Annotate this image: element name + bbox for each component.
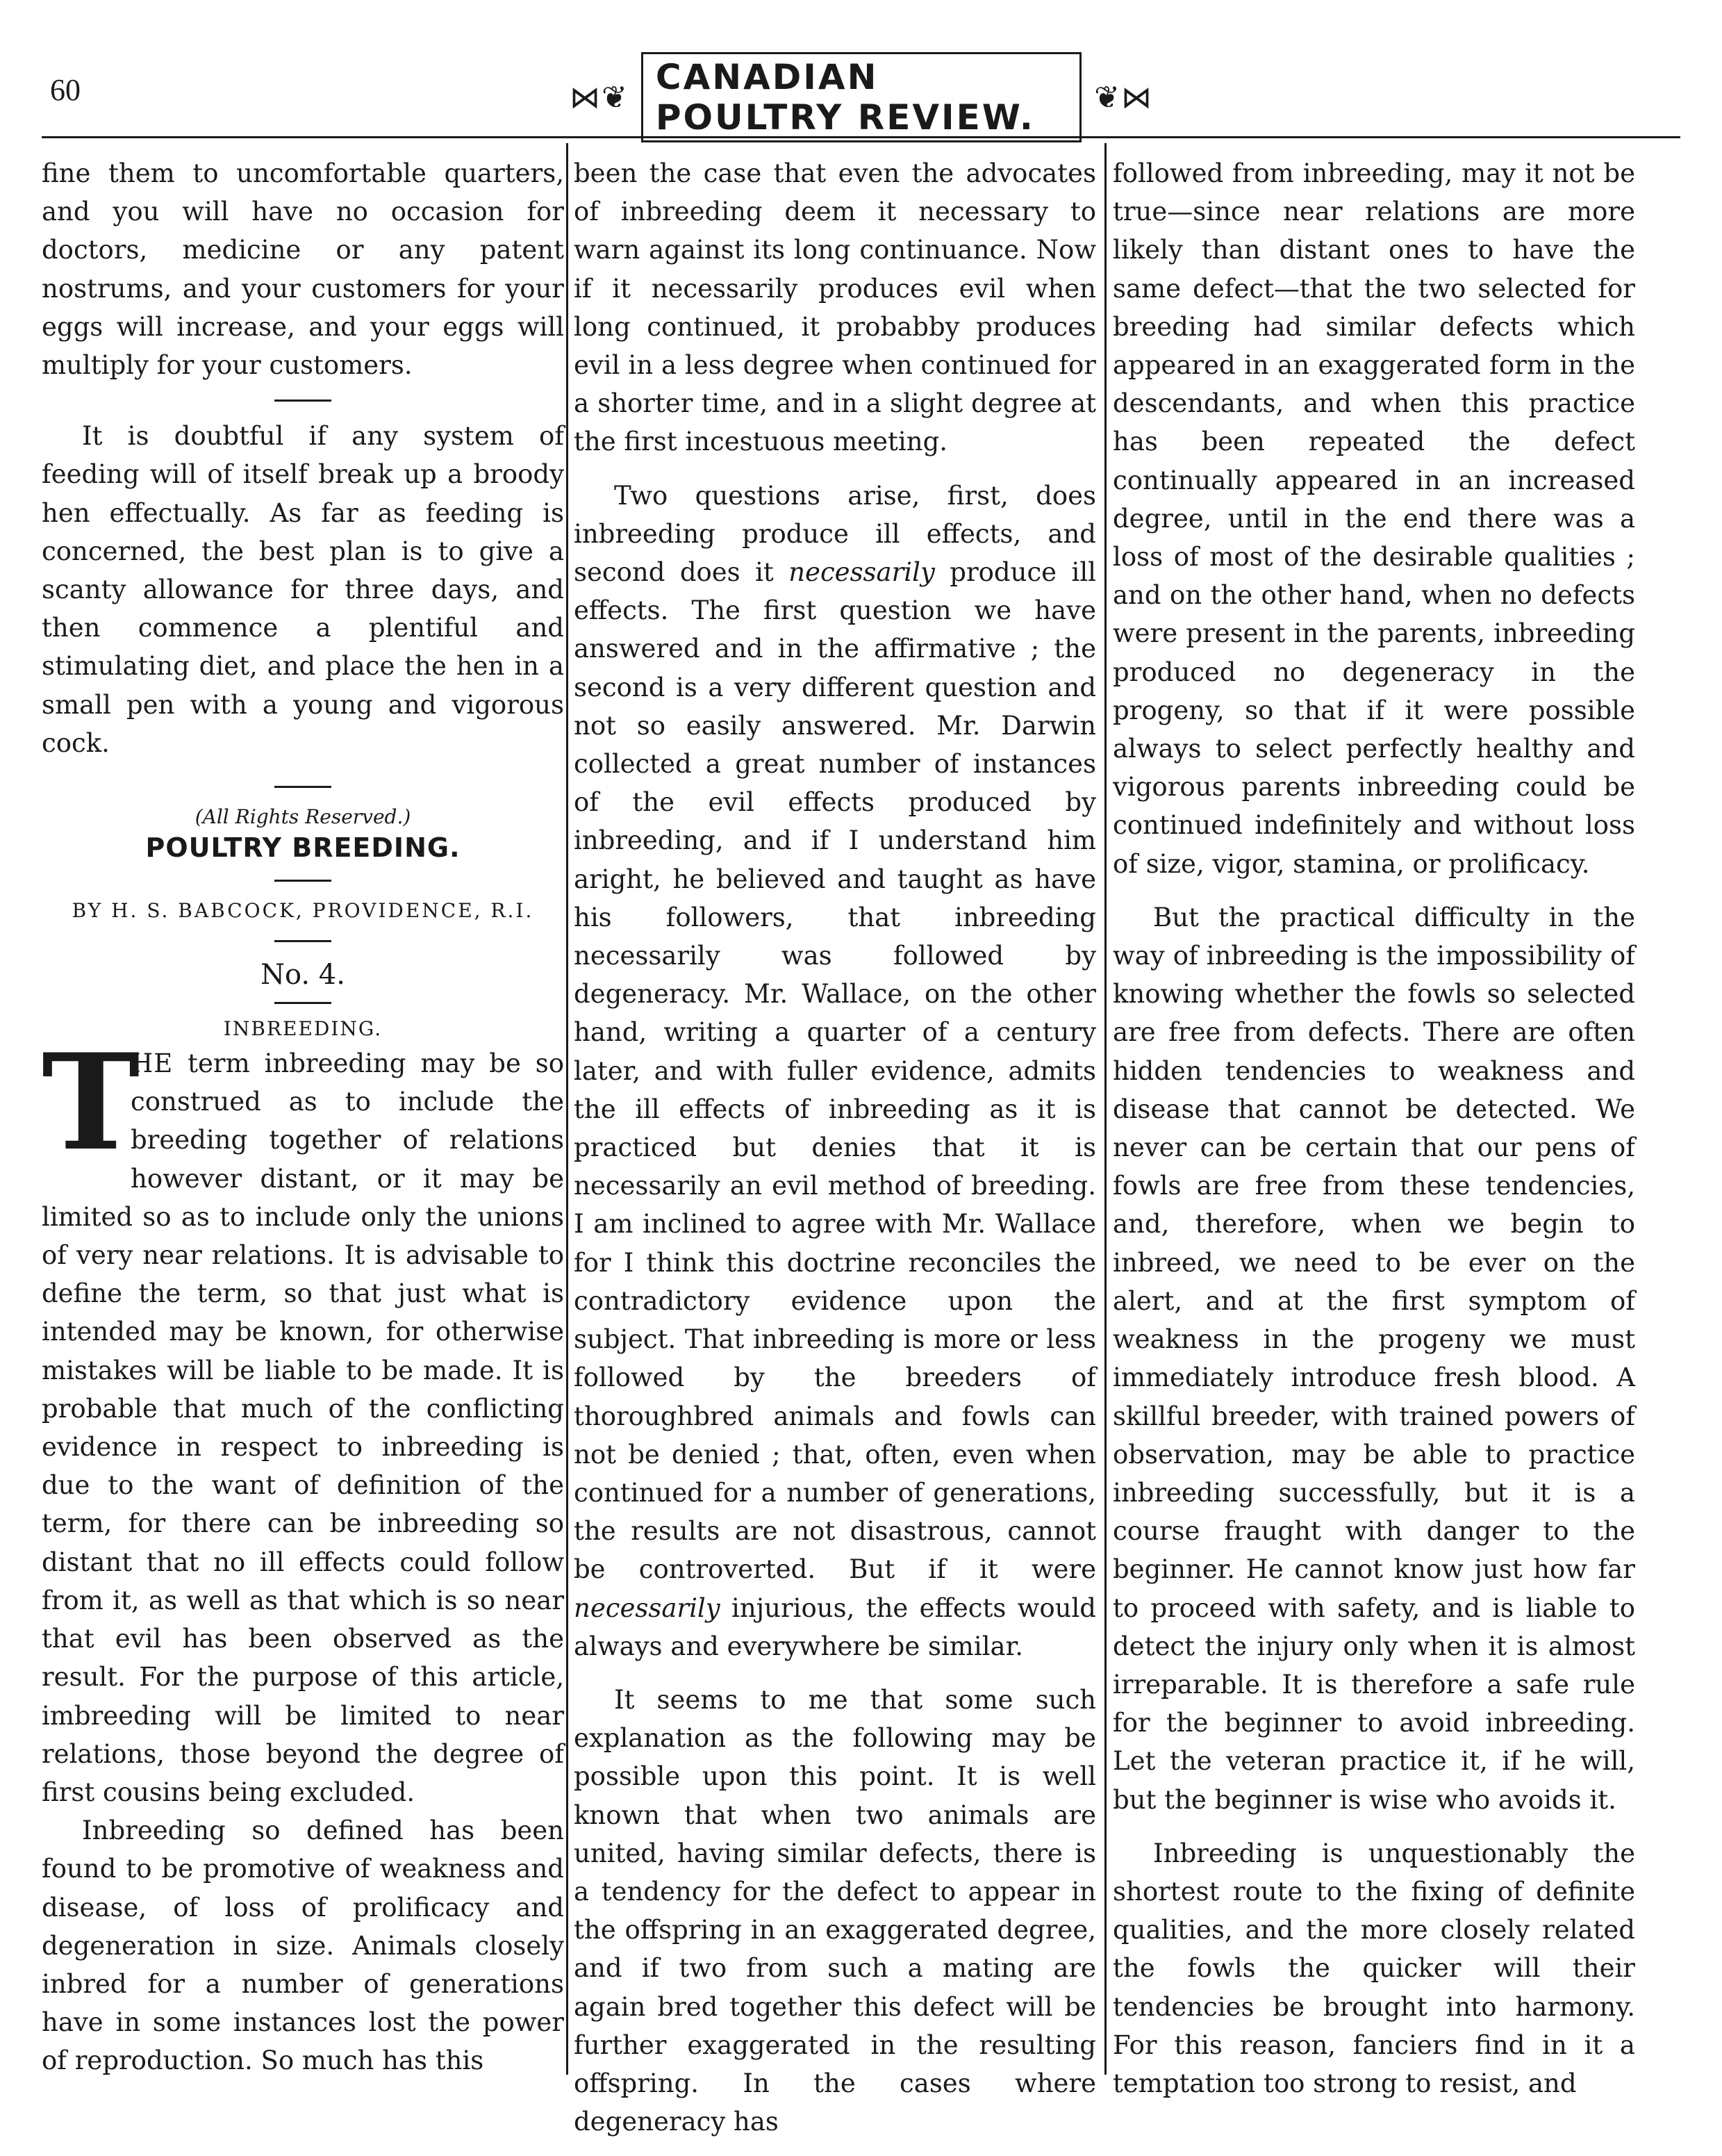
column-2 [574,154,1096,2137]
column-3-paragraph-1: followed from inbreeding, may it not be true—since near relations are more likely than distant ones to have the same defect—that the two selected for breeding had similar defects which appeared in an exaggerated form in the descendants, and when this practice has been repeated the defect continually appeared in an increased degree, until in the end there was a loss of most of the desirable qualities ; and on the other hand, when no defects were present in the parents, inbreeding produced no degeneracy in the progeny, so that if it were possible always to select perfectly healthy and vigorous parents inbreeding could be continued indefinitely and without loss of size, vigor, stamina, or prolificacy. [1113,158,1635,879]
column-divider [1104,143,1107,2075]
paragraph-text: Two questions arise, first, does inbreeding produce ill effects, and second does it [574,480,1096,588]
article-title: POULTRY BREEDING. [145,832,461,864]
inbreeding-paragraph-2: Inbreeding so defined has been found to be promotive of weakness and disease, of loss of prolificacy and degeneration in size. Animals closely inbred for a number of generations have in some instances lost the power of reproduction. So much has this [42,1816,564,2076]
column-1 [42,154,564,2076]
section-divider [274,786,331,788]
byline: BY H. S. BABCOCK, PROVIDENCE, R.I. [72,899,534,923]
column-2-paragraph-1: been the case that even the advocates of inbreeding deem it necessary to warn against its long continuance. Now if it necessarily produces evil when long continued, it probabby produces evil in a less degree when continued for a shorter time, and in a slight degree at the first incestuous meeting. [574,158,1096,457]
section-divider [274,400,331,402]
inbreeding-paragraph-1 [42,1025,564,1811]
part-divider [274,1002,331,1004]
drop-cap: T [42,1025,140,1180]
column-2-paragraph-3: It seems to me that some such explanation as the following may be possible upon this point. It is well known that when two animals are united, having similar defects, there is a tendency for the defect to appear in the offspring in an exaggerated degree, and if two from such a mating are again bred together this defect will be further exaggerated in the resulting offspring. In the cases where degeneracy has [574,1684,1096,2137]
section-heading: INBREEDING. [223,1017,383,1041]
continuation-paragraph: fine them to uncomfortable quarters, and you will have no occasion for doctors, medicine or any patent nostrums, and your customers for your eggs will increase, and your eggs will multiply for your customers. [42,158,564,381]
page-number: 60 [50,73,81,107]
column-3-paragraph-2: But the practical difficulty in the way of inbreeding is the impossibility of knowing whether the fowls so selected are free from defects. There are often hidden tendencies to weakness and disease that cannot be detected. We never can be certain that our pens of fowls are free from these tendencies, and, therefore, when we begin to inbreed, we need to be ever on the alert, and at the first symptom of weakness in the progeny we must immediately introduce fresh blood. A skillful breeder, with trained powers of observation, may be able to practice inbreeding successfully, but it is a course fraught with danger to the beginner. He cannot know just how far to proceed with safety, and is liable to detect the injury only when it is almost irreparable. It is therefore a safe rule for the beginner to avoid inbreeding. Let the veteran practice it, if he will, but the beginner is wise who avoids it. [1113,902,1635,1815]
emphasis: necessarily [788,557,935,588]
ornament-left-icon: ⋈❦ [570,79,629,115]
lead-word: HE [131,1048,174,1079]
column-3-paragraph-3: Inbreeding is unquestionably the shortest route to the fixing of definite qualities, and the more closely related the fowls the quicker will their tendencies be brought into harmony. For this reason, fanciers find in it a temptation too strong to resist, and [1113,1838,1635,2098]
part-number: No. 4. [260,959,345,991]
byline-divider [274,940,331,942]
paragraph-text: term inbreeding may be so construed as to include the breeding together of relations however distant, or it may be limited so as to include only the unions of very near relations. It is advisable to define the term, so that just what is intended may be known, for otherwise mistakes will be liable to be made. It is probable that much of the conflicting evidence in respect to inbreeding is due to the want of definition of the term, for there can be inbreeding so distant that no ill effects could follow from it, as well as that which is so near that evil has been observed as the result. For the purpose of this article, imbreeding will be limited to near relations, those beyond the degree of first cousins being excluded. [42,1048,564,1807]
column-2-paragraph-2 [574,477,1096,1665]
masthead [570,57,1153,138]
feeding-paragraph: It is doubtful if any system of feeding will of itself break up a broody hen effectually. As far as feeding is concerned, the best plan is to give a scanty allowance for three days, and then commence a plentiful and stimulating diet, and place the hen in a small pen with a young and vigorous cock. [42,421,564,758]
rights-notice: (All Rights Reserved.) [194,805,411,829]
column-divider [566,143,568,2075]
publication-title: CANADIAN POULTRY REVIEW. [641,52,1082,142]
emphasis: necessarily [574,1593,720,1623]
title-divider [274,880,331,882]
column-3 [1113,154,1635,2098]
paragraph-text: injurious, the effects would always and everywhere be similar. [574,1593,1096,1661]
paragraph-text: produce ill effects. The first question we have answered and in the affirmative ; the second is a very different question and not so easily answered. Mr. Darwin collected a great number of instances of the evil effects produced by inbreeding, and if I understand him aright, he believed and taught as have his followers, that inbreeding necessarily was followed by degeneracy. Mr. Wallace, on the other hand, writing a quarter of a century later, and with fuller evidence, admits the ill effects of inbreeding as it is practiced but denies that it is necessarily an evil method of breeding. I am inclined to agree with Mr. Wallace for I think this doctrine reconciles the contradictory evidence upon the subject. That inbreeding is more or less followed by the breeders of thoroughbred animals and fowls can not be denied ; that, often, even when continued for a number of generations, the results are not disastrous, cannot be controverted. But if it were [574,557,1096,1585]
ornament-right-icon: ❦⋈ [1094,79,1153,115]
header-rule [42,136,1680,138]
